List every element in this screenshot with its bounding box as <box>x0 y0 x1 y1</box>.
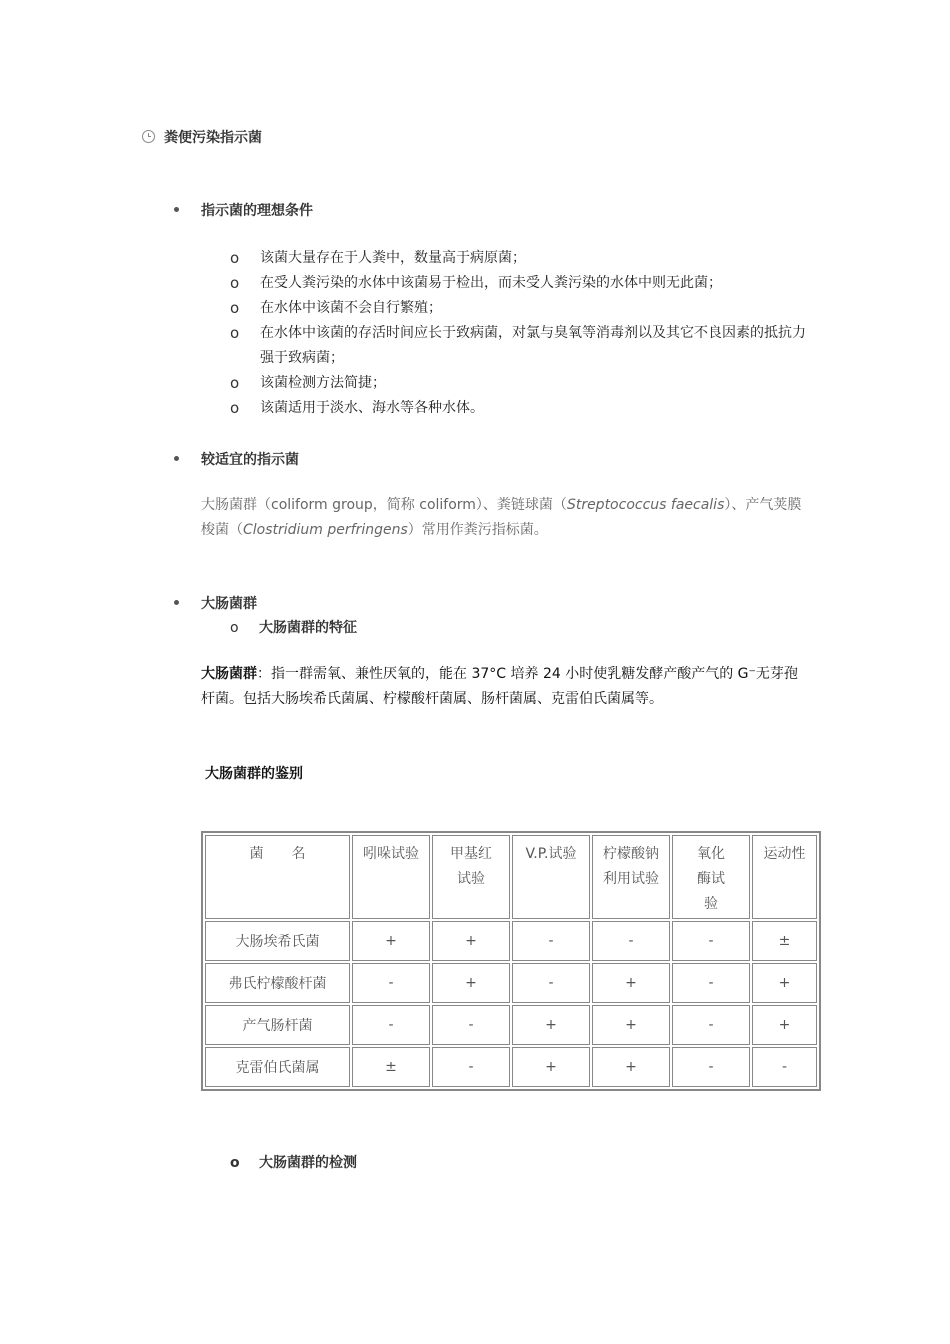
bullet-dot-icon <box>174 207 179 212</box>
table-cell: + <box>512 1005 590 1045</box>
ideal-heading: 指示菌的理想条件 <box>201 203 313 219</box>
o-bullet: o <box>230 620 239 636</box>
table-cell: ± <box>352 1047 430 1087</box>
o-bullet: o <box>230 374 240 392</box>
table-cell: - <box>672 1005 750 1045</box>
table-cell: + <box>752 963 817 1003</box>
table-cell: - <box>352 963 430 1003</box>
o-bullet: o <box>230 274 240 292</box>
table-cell: + <box>432 963 510 1003</box>
header-cell: V.P.试验 <box>512 835 590 919</box>
header-cell: 运动性 <box>752 835 817 919</box>
section-title-text: 粪便污染指示菌 <box>164 130 262 146</box>
section-title <box>142 127 262 147</box>
table-row <box>205 963 817 1003</box>
list-item: o 在水体中该菌的存活时间应长于致病菌，对氯与臭氧等消毒剂以及其它不良因素的抵抗力强于致病菌； <box>230 321 810 371</box>
header-cell: 吲哚试验 <box>352 835 430 919</box>
header-cell: 柠檬酸钠利用试验 <box>592 835 670 919</box>
coliform-feature-heading: o 大肠菌群的特征 <box>230 620 357 636</box>
table-cell: + <box>352 921 430 961</box>
identification-table <box>201 831 821 1091</box>
table-cell: - <box>672 1047 750 1087</box>
header-cell: 甲基红试验 <box>432 835 510 919</box>
table-cell: - <box>672 921 750 961</box>
table-header-row <box>205 835 817 919</box>
bullet-dot-icon <box>174 600 179 605</box>
table-cell: + <box>432 921 510 961</box>
table-cell: - <box>432 1047 510 1087</box>
table-cell: - <box>512 963 590 1003</box>
table-cell: - <box>672 963 750 1003</box>
table-cell: + <box>512 1047 590 1087</box>
table-cell: 克雷伯氏菌属 <box>205 1047 350 1087</box>
table-cell: + <box>592 963 670 1003</box>
list-item: o 该菌检测方法简捷； <box>230 371 810 396</box>
table-row <box>205 1005 817 1045</box>
coliform-heading: 大肠菌群 <box>201 596 257 612</box>
header-cell: 氧化酶试验 <box>672 835 750 919</box>
clock-icon <box>142 130 155 143</box>
header-cell: 菌 名 <box>205 835 350 919</box>
o-bullet: o <box>230 299 240 317</box>
suitable-paragraph: 大肠菌群（coliform group，简称 coliform）、粪链球菌（Streptococcus faecalis）、产气荚膜梭菌（Clostridium perfringens）常用作粪污指标菌。 <box>201 497 802 538</box>
ideal-list <box>230 246 810 421</box>
coliform-definition: 大肠菌群：指一群需氧、兼性厌氧的，能在 37°C 培养 24 小时使乳糖发酵产酸产气的 G⁻无芽孢杆菌。包括大肠埃希氏菌属、柠檬酸杆菌属、肠杆菌属、克雷伯氏菌属等。 <box>201 666 798 707</box>
table-cell: - <box>352 1005 430 1045</box>
o-bullet: o <box>230 1155 240 1171</box>
o-bullet: o <box>230 399 240 417</box>
list-item: o 在水体中该菌不会自行繁殖； <box>230 296 810 321</box>
table-row <box>205 1047 817 1087</box>
suitable-heading: 较适宜的指示菌 <box>201 452 299 468</box>
list-item: o 在受人粪污染的水体中该菌易于检出，而未受人粪污染的水体中则无此菌； <box>230 271 810 296</box>
table-cell: - <box>752 1047 817 1087</box>
table-title: 大肠菌群的鉴别 <box>205 766 303 782</box>
table-cell: - <box>432 1005 510 1045</box>
table-cell: + <box>592 1047 670 1087</box>
bullet-dot-icon <box>174 456 179 461</box>
list-item: o 该菌大量存在于人粪中，数量高于病原菌； <box>230 246 810 271</box>
table-cell: - <box>512 921 590 961</box>
list-item: o 该菌适用于淡水、海水等各种水体。 <box>230 396 810 421</box>
table-cell: 大肠埃希氏菌 <box>205 921 350 961</box>
coliform-detection-heading: o 大肠菌群的检测 <box>230 1155 357 1171</box>
table-row <box>205 921 817 961</box>
table-cell: 产气肠杆菌 <box>205 1005 350 1045</box>
table-cell: ± <box>752 921 817 961</box>
table-cell: + <box>592 1005 670 1045</box>
table-cell: - <box>592 921 670 961</box>
o-bullet: o <box>230 324 240 342</box>
table-cell: 弗氏柠檬酸杆菌 <box>205 963 350 1003</box>
o-bullet: o <box>230 249 240 267</box>
table-cell: + <box>752 1005 817 1045</box>
